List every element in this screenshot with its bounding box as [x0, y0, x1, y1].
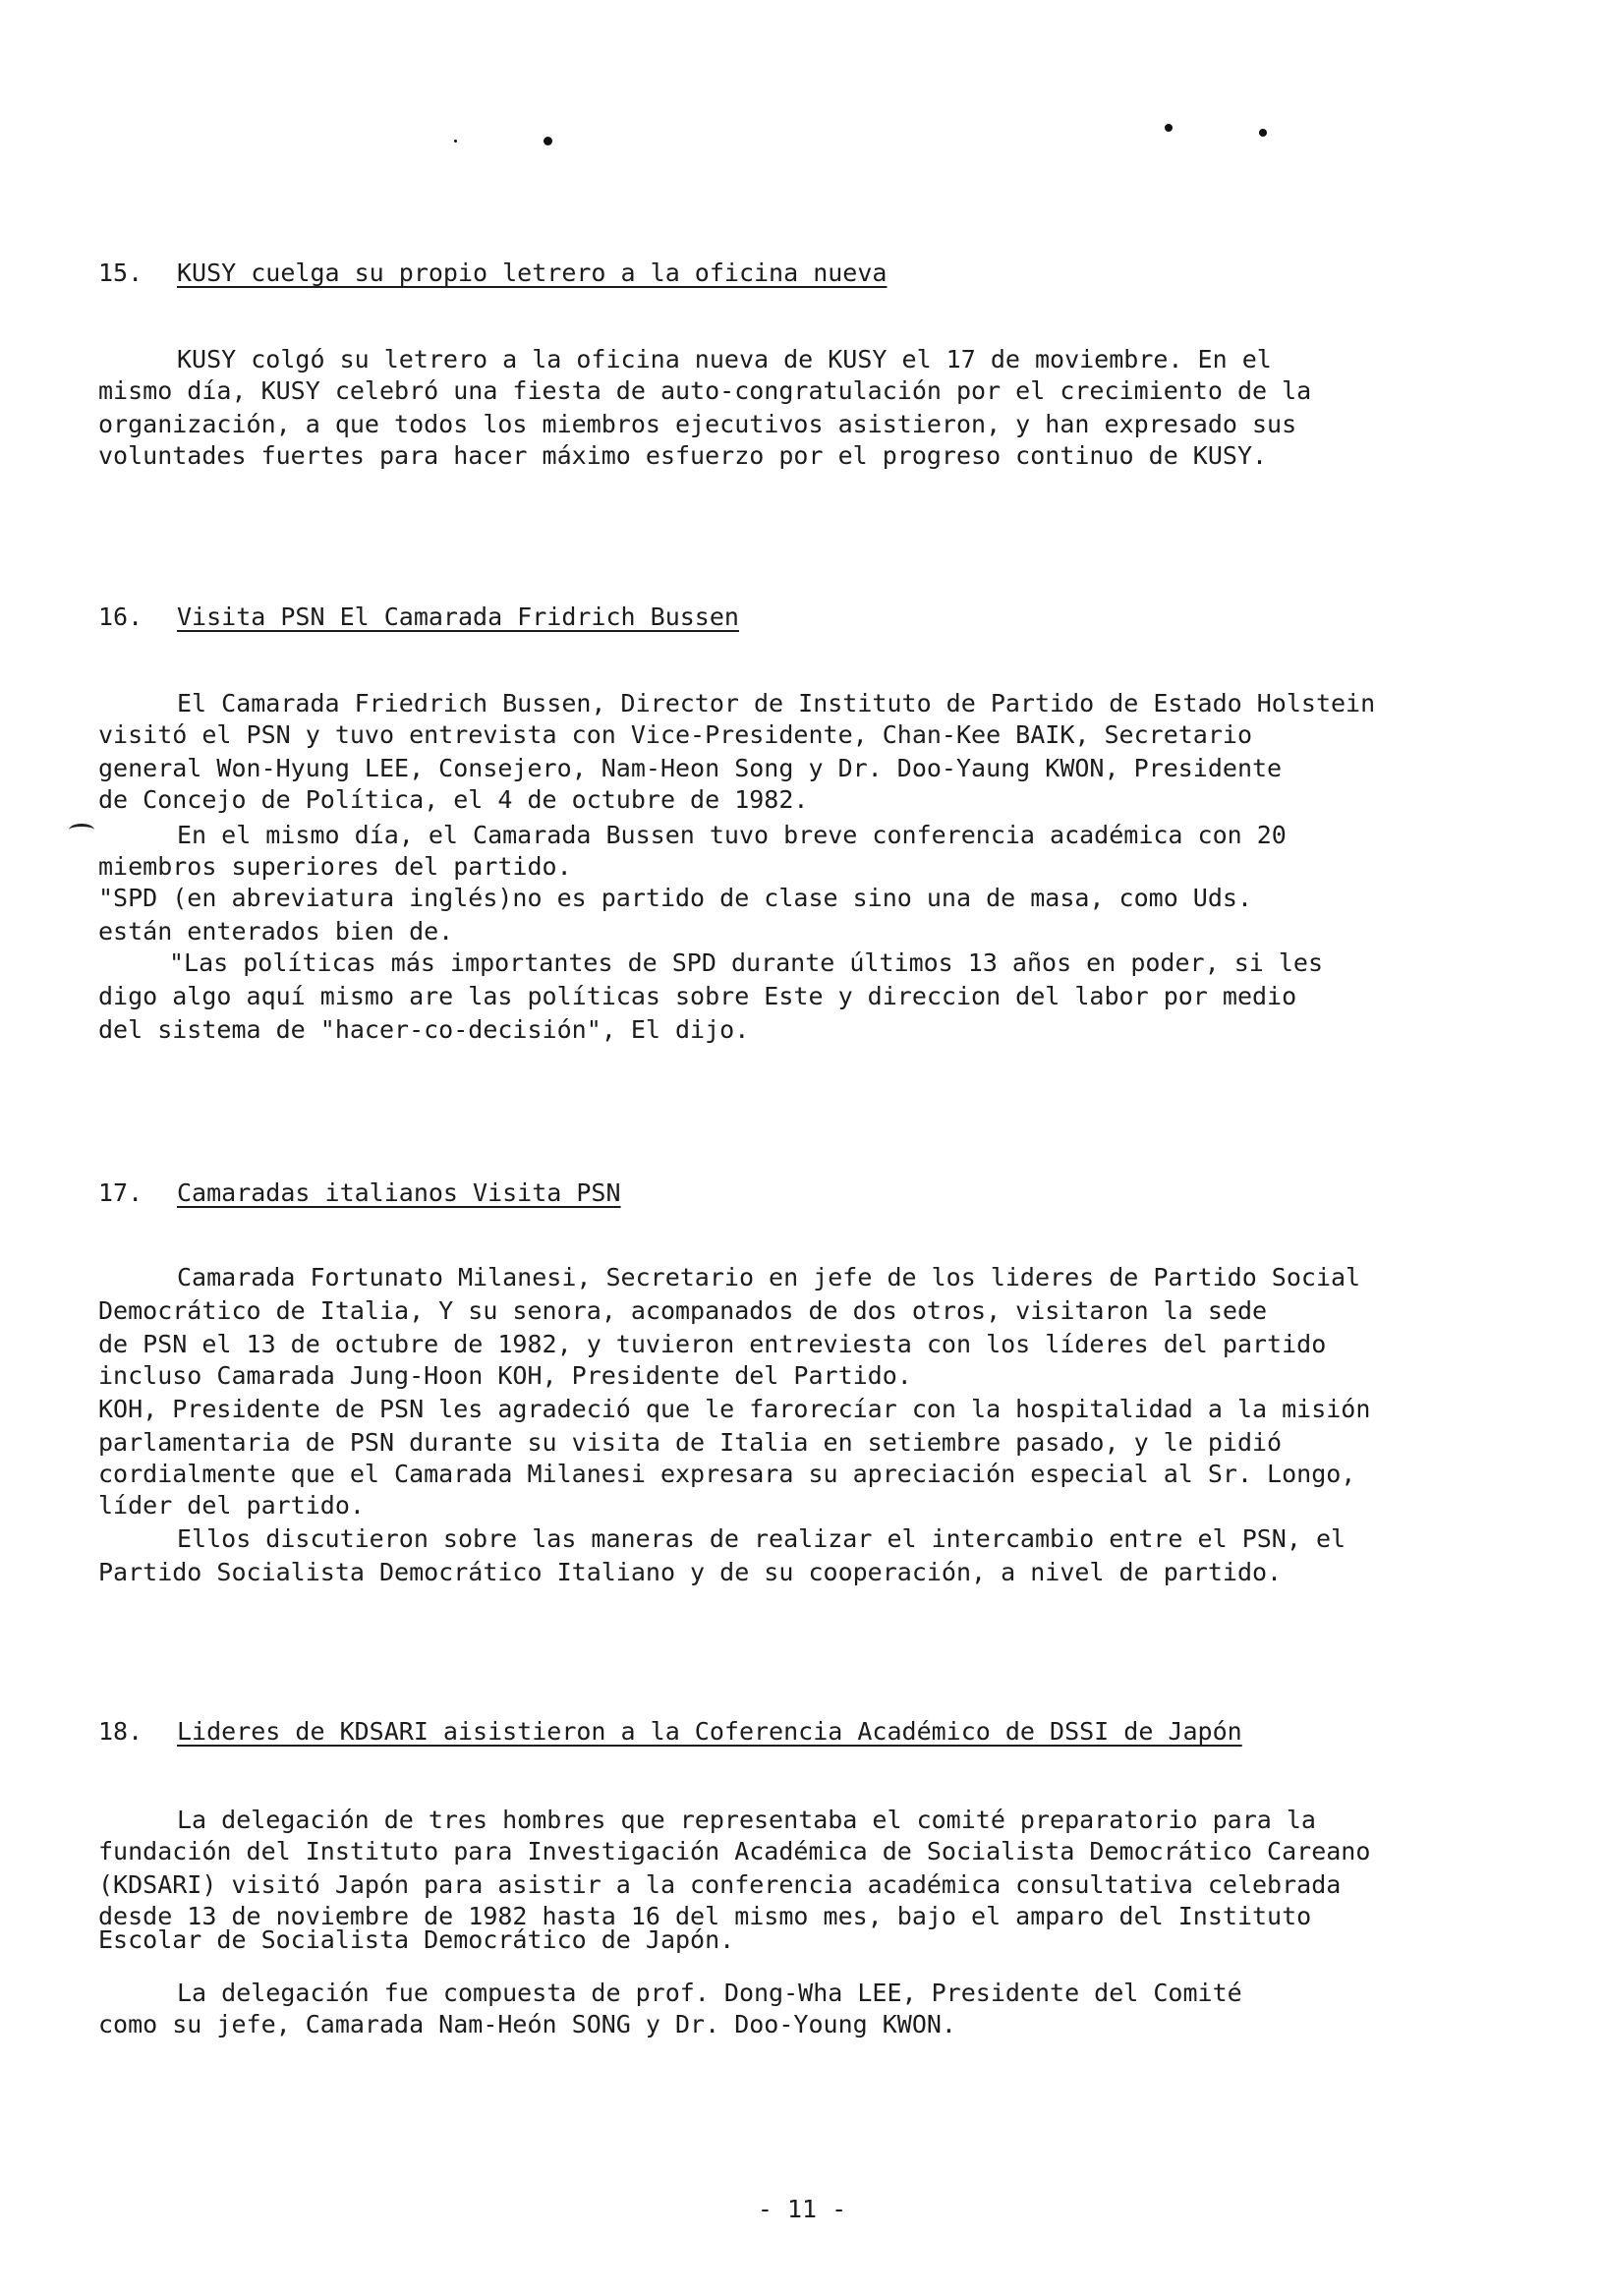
section-number: 15. [98, 258, 143, 287]
section-16-heading [98, 602, 739, 633]
section-15-heading [98, 258, 887, 289]
section-number: 17. [98, 1178, 143, 1207]
section-title: Lideres de KDSARI aisistieron a la Coferencia Académico de DSSI de Japón [177, 1717, 1242, 1746]
paragraph-line: de Concejo de Política, el 4 de octubre de 1982. [98, 785, 809, 814]
paragraph-line: Escolar de Socialista Democrático de Japón. [98, 1925, 735, 1954]
paragraph-line: "Las políticas más importantes de SPD durante últimos 13 años en poder, si les [169, 948, 1323, 977]
paragraph-line: cordialmente que el Camarada Milanesi expresara su apreciación especial al Sr. Longo, [98, 1460, 1356, 1488]
section-18-heading [98, 1716, 1242, 1748]
section-title: KUSY cuelga su propio letrero a la oficina nueva [177, 258, 888, 287]
scan-speck [544, 137, 552, 145]
paragraph-line: Democrático de Italia, Y su senora, acompanados de dos otros, visitaron la sede [98, 1296, 1268, 1325]
paragraph-line: visitó el PSN y tuvo entrevista con Vice-Presidente, Chan-Kee BAIK, Secretario [98, 720, 1252, 749]
paragraph-line: Ellos discutieron sobre las maneras de realizar el intercambio entre el PSN, el [177, 1524, 1346, 1553]
paragraph-line: La delegación de tres hombres que representaba el comité preparatorio para la [177, 1806, 1316, 1834]
section-number: 18. [98, 1717, 143, 1746]
paragraph-line: de PSN el 13 de octubre de 1982, y tuvieron entreviesta con los líderes del partido [98, 1330, 1327, 1358]
section-17-heading [98, 1177, 621, 1209]
scan-speck [1165, 124, 1173, 132]
paragraph-line: "SPD (en abreviatura inglés)no es partido de clase sino una de masa, como Uds. [98, 884, 1252, 912]
paragraph-line: KUSY colgó su letrero a la oficina nueva de KUSY el 17 de moviembre. En el [177, 345, 1272, 373]
page-number: - 11 - [757, 2195, 847, 2223]
paragraph-line: parlamentaria de PSN durante su visita de Italia en setiembre pasado, y le pidió [98, 1428, 1283, 1457]
paragraph-line: incluso Camarada Jung-Hoon KOH, Presidente del Partido. [98, 1361, 912, 1390]
scan-speck [1259, 129, 1267, 137]
paragraph-line: fundación del Instituto para Investigación Académica de Socialista Democrático Careano [98, 1837, 1371, 1866]
paragraph-line: (KDSARI) visitó Japón para asistir a la conferencia académica consultativa celebrada [98, 1870, 1342, 1899]
paragraph-line: digo algo aquí mismo are las políticas sobre Este y direccion del labor por medio [98, 982, 1297, 1010]
paragraph-line: Partido Socialista Democrático Italiano y de su cooperación, a nivel de partido. [98, 1558, 1283, 1586]
paragraph-line: Camarada Fortunato Milanesi, Secretario en jefe de los lideres de Partido Social [177, 1263, 1361, 1292]
paragraph-line: líder del partido. [98, 1491, 365, 1520]
section-number: 16. [98, 603, 143, 631]
paragraph-line: como su jefe, Camarada Nam-Heón SONG y Dr. Doo-Young KWON. [98, 2010, 956, 2038]
paragraph-line: mismo día, KUSY celebró una fiesta de auto-congratulación por el crecimiento de la [98, 376, 1312, 405]
scan-mark [69, 824, 94, 836]
section-title: Camaradas italianos Visita PSN [177, 1178, 621, 1207]
paragraph-line: La delegación fue compuesta de prof. Dong-Wha LEE, Presidente del Comité [177, 1979, 1242, 2007]
paragraph-line: organización, a que todos los miembros ejecutivos asistieron, y han expresado sus [98, 410, 1297, 438]
paragraph-line: En el mismo día, el Camarada Bussen tuvo breve conferencia académica con 20 [177, 821, 1287, 849]
paragraph-line: del sistema de "hacer-co-decisión", El dijo. [98, 1015, 750, 1044]
paragraph-line: voluntades fuertes para hacer máximo esfuerzo por el progreso continuo de KUSY. [98, 441, 1268, 470]
paragraph-line: KOH, Presidente de PSN les agradeció que le farorecíar con la hospitalidad a la misión [98, 1395, 1371, 1423]
scan-speck [454, 140, 457, 143]
paragraph-line: desde 13 de noviembre de 1982 hasta 16 del mismo mes, bajo el amparo del Instituto [98, 1902, 1312, 1930]
section-title: Visita PSN El Camarada Fridrich Bussen [177, 603, 739, 631]
paragraph-line: están enterados bien de. [98, 917, 454, 946]
paragraph-line: general Won-Hyung LEE, Consejero, Nam-Heon Song y Dr. Doo-Yaung KWON, Presidente [98, 754, 1283, 782]
paragraph-line: miembros superiores del partido. [98, 852, 572, 881]
paragraph-line: El Camarada Friedrich Bussen, Director de Instituto de Partido de Estado Holstein [177, 689, 1376, 718]
